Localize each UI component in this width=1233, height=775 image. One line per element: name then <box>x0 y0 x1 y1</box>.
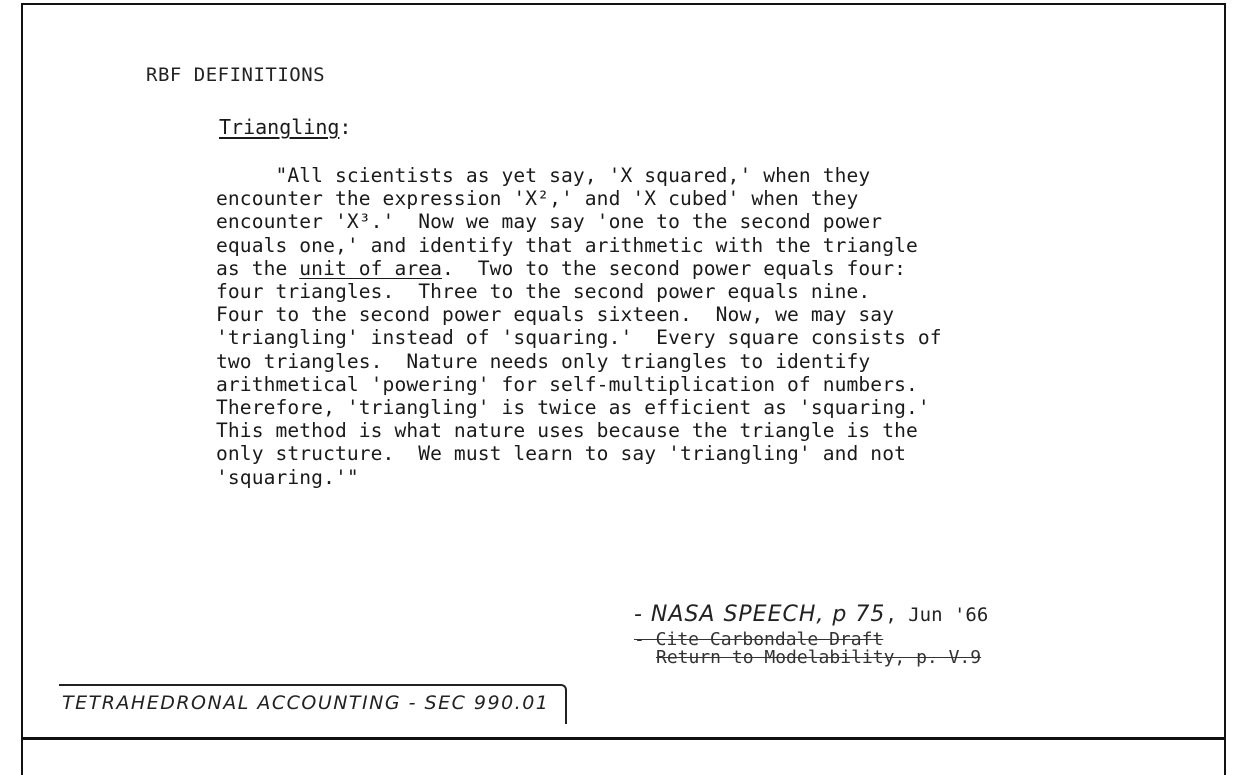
quote-line: Therefore, 'triangling' is twice as efficient as 'squaring.' <box>216 396 930 420</box>
term-word: Triangling <box>219 115 340 139</box>
term-title <box>219 115 351 139</box>
quote-line-end: . Two to the second power equals four: <box>442 256 907 280</box>
quote-line: two triangles. Nature needs only triangles to identify <box>216 349 871 373</box>
quote-line: four triangles. Three to the second power equals nine. <box>216 280 871 304</box>
quote-line: Four to the second power equals sixteen. Now, we may say <box>216 303 895 327</box>
quote-line: 'squaring.'" <box>216 465 359 489</box>
struck-citation-line: Return to Modelability, p. V.9 <box>656 647 982 668</box>
quote-line: encounter 'X³.' Now we may say 'one to the second power <box>216 210 883 234</box>
quote-line: only structure. We must learn to say 'triangling' and not <box>216 442 906 466</box>
citation-source <box>634 602 988 627</box>
quote-line: arithmetical 'powering' for self-multiplication of numbers. <box>216 372 918 396</box>
underlined-phrase: unit of area <box>299 256 443 280</box>
quote-line: This method is what nature uses because the triangle is the <box>216 419 918 443</box>
term-colon: : <box>339 115 352 139</box>
card-bottom-strip <box>21 740 1226 775</box>
quote-line <box>216 257 1096 280</box>
quote-line: 'triangling' instead of 'squaring.' Every square consists of <box>216 326 942 350</box>
citation-date: , Jun '66 <box>885 604 989 626</box>
footer-reference: TETRAHEDRONAL ACCOUNTING - SEC 990.01 <box>62 692 550 714</box>
quote-line-start: as the <box>216 256 300 280</box>
struck-citation-line: - Cite Carbondale Draft <box>634 629 884 650</box>
quote-line: encounter the expression 'X²,' and 'X cubed' when they <box>216 187 859 211</box>
citation-handwritten: - NASA SPEECH, p 75 <box>634 602 886 627</box>
heading: RBF DEFINITIONS <box>146 64 326 86</box>
definition-quote <box>216 164 1096 489</box>
quote-line: "All scientists as yet say, 'X squared,' when they <box>216 164 871 187</box>
quote-line: equals one,' and identify that arithmetic with the triangle <box>216 233 918 257</box>
citation <box>634 602 988 667</box>
